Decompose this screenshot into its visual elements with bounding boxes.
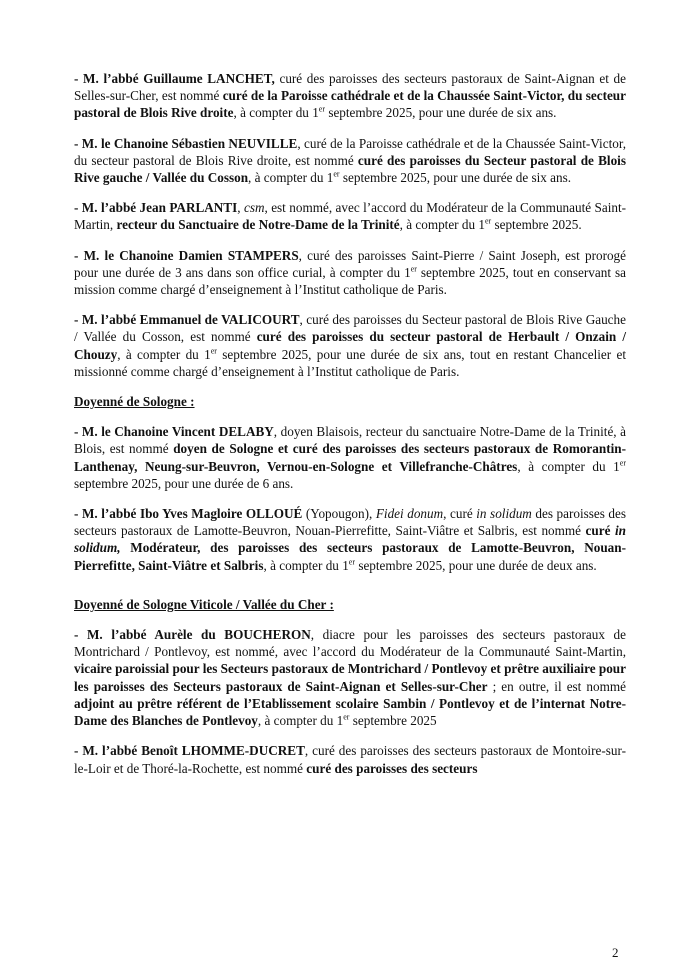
text-segment: curé de la Paroisse cathédrale et de la Chaussée Saint-Victor, du secteur pastoral de Blois Rive droite	[74, 88, 626, 121]
text-segment: septembre 2025.	[491, 217, 582, 233]
text-segment: er	[343, 712, 350, 722]
text-segment: , à compter du 1	[117, 346, 211, 362]
text-segment: septembre 2025, pour une durée de six ans, tout en restant Chancelier et missionné comme chargé d’enseignement à l’Institut catholique de Paris.	[74, 346, 626, 379]
appointments-list-viticole	[74, 626, 626, 777]
text-segment: curé des paroisses du Secteur pastoral de Blois Rive gauche / Vallée du Cosson	[74, 152, 626, 186]
text-segment: ,	[237, 200, 244, 216]
text-segment: , curé des paroisses des secteurs pastoraux de Montoire-sur-le-Loir et de Thoré-la-Rochette, est nommé	[74, 743, 626, 776]
text-segment: , à compter du 1	[399, 217, 485, 233]
text-segment: in solidum,	[74, 523, 626, 556]
section-heading-sologne: Doyenné de Sologne :	[74, 394, 195, 410]
text-segment: vicaire paroissial pour les Secteurs pastoraux de Montrichard / Pontlevoy et prêtre auxiliaire pour les paroisses des Secteurs pastoraux de Saint-Aignan et Selles-sur-Cher	[74, 661, 626, 694]
text-segment: , à compter du 1	[517, 458, 620, 474]
text-segment: ; en outre, il est nommé	[487, 678, 626, 694]
page-number: 2	[612, 945, 619, 960]
appointment-neuville	[74, 135, 626, 187]
appointments-list	[74, 70, 626, 380]
text-segment: er	[484, 217, 492, 227]
text-segment: er	[619, 458, 626, 468]
text-segment: , est nommé, avec l’accord du Modérateur de la Communauté Saint-Martin,	[74, 200, 627, 233]
appointment-valicourt	[74, 311, 626, 380]
appointment-delaby	[74, 423, 626, 492]
text-segment: csm	[243, 200, 265, 216]
text-segment: curé des paroisses du secteur pastoral de Herbault / Onzain / Chouzy	[74, 329, 626, 362]
text-segment: septembre 2025	[349, 713, 437, 729]
text-segment: , curé	[443, 506, 477, 522]
section-heading-sologne-viticole: Doyenné de Sologne Viticole / Vallée du Cher :	[74, 596, 334, 612]
text-segment: Modérateur, des paroisses des secteurs pastoraux de Lamotte-Beuvron, Nouan-Pierrefitte, Saint-Viâtre et Salbris	[74, 540, 626, 573]
text-segment: Fidei donum	[375, 506, 444, 522]
text-segment: curé des paroisses des secteurs pastoraux de Saint-Aignan et de Selles-sur-Cher, est nommé	[74, 71, 627, 104]
appointments-list-sologne	[74, 423, 626, 574]
text-segment: septembre 2025, pour une durée de six ans.	[339, 170, 572, 186]
text-segment: septembre 2025, pour une durée de six ans.	[325, 105, 557, 121]
text-segment: er	[210, 346, 217, 356]
text-segment: , à compter du 1	[248, 170, 334, 186]
text-segment: septembre 2025, tout en conservant sa mission comme chargé d’enseignement à l’Institut catholique de Paris.	[74, 264, 627, 298]
text-segment: - M. l’abbé Benoît LHOMME-DUCRET	[74, 743, 305, 759]
text-segment: recteur du Sanctuaire de Notre-Dame de la Trinité	[116, 217, 400, 233]
text-segment: er	[348, 557, 356, 567]
text-segment: , curé des paroisses Saint-Pierre / Saint Joseph, est prorogé pour une durée de 3 ans dans son office curial, à compter du 1	[74, 247, 627, 280]
text-segment: des paroisses des secteurs pastoraux de Lamotte-Beuvron, Nouan-Pierrefitte, Saint-Viâtre et Salbris, est nommé	[74, 506, 626, 539]
text-segment: - M. l’abbé Aurèle du BOUCHERON	[74, 627, 311, 643]
text-segment: , à compter du 1	[233, 105, 319, 121]
text-segment: curé des paroisses des secteurs	[306, 760, 478, 776]
text-segment: er	[318, 105, 326, 115]
text-segment: curé	[585, 523, 615, 539]
text-segment: - M. l’abbé Emmanuel de VALICOURT	[74, 312, 300, 328]
text-segment: in solidum	[476, 506, 532, 522]
text-segment: - M. le Chanoine Sébastien NEUVILLE	[74, 135, 298, 151]
text-segment: adjoint au prêtre référent de l’Etablissement scolaire Sambin / Pontlevoy et de l’internat Notre-Dame des Blanches de Pontlevoy	[74, 695, 626, 729]
appointment-lhomme-ducret	[74, 742, 626, 776]
appointment-olloue	[74, 505, 626, 574]
appointment-stampers	[74, 247, 626, 299]
text-segment: doyen de Sologne et curé des paroisses des secteurs pastoraux de Romorantin-Lanthenay, Neung-sur-Beuvron, Vernou-en-Sologne et Villefranche-Châtres	[74, 441, 626, 474]
text-segment: - M. l’abbé Guillaume LANCHET,	[74, 71, 275, 86]
appointment-lanchet	[74, 70, 626, 122]
text-segment: - M. le Chanoine Damien STAMPERS	[74, 247, 299, 263]
text-segment: , doyen Blaisois, recteur du sanctuaire Notre-Dame de la Trinité, à Blois, est nommé	[74, 424, 626, 457]
text-segment: , à compter du 1	[257, 713, 344, 729]
text-segment: septembre 2025, pour une durée de 6 ans.	[74, 475, 294, 491]
text-segment: er	[410, 264, 417, 274]
text-segment: , à compter du 1	[263, 557, 349, 573]
text-segment: , curé de la Paroisse cathédrale et de la Chaussée Saint-Victor, du secteur pastoral de Blois Rive droite, est nommé	[74, 135, 626, 168]
text-segment: septembre 2025, pour une durée de deux ans.	[355, 557, 597, 573]
appointment-boucheron	[74, 626, 626, 729]
appointment-parlanti	[74, 199, 626, 233]
text-segment: er	[333, 169, 340, 179]
document-page	[74, 70, 626, 790]
text-segment: , curé des paroisses du Secteur pastoral de Blois Rive Gauche / Vallée du Cosson, est nommé	[74, 312, 626, 345]
text-segment: (Yopougon),	[302, 506, 376, 522]
text-segment: - M. l’abbé Jean PARLANTI	[74, 200, 238, 216]
text-segment: - M. le Chanoine Vincent DELABY	[74, 424, 274, 440]
text-segment: , diacre pour les paroisses des secteurs pastoraux de Montrichard / Pontlevoy, est nommé, avec l’accord du Modérateur de la Communauté Saint-Martin,	[74, 627, 626, 660]
text-segment: - M. l’abbé Ibo Yves Magloire OLLOUÉ	[74, 506, 303, 522]
